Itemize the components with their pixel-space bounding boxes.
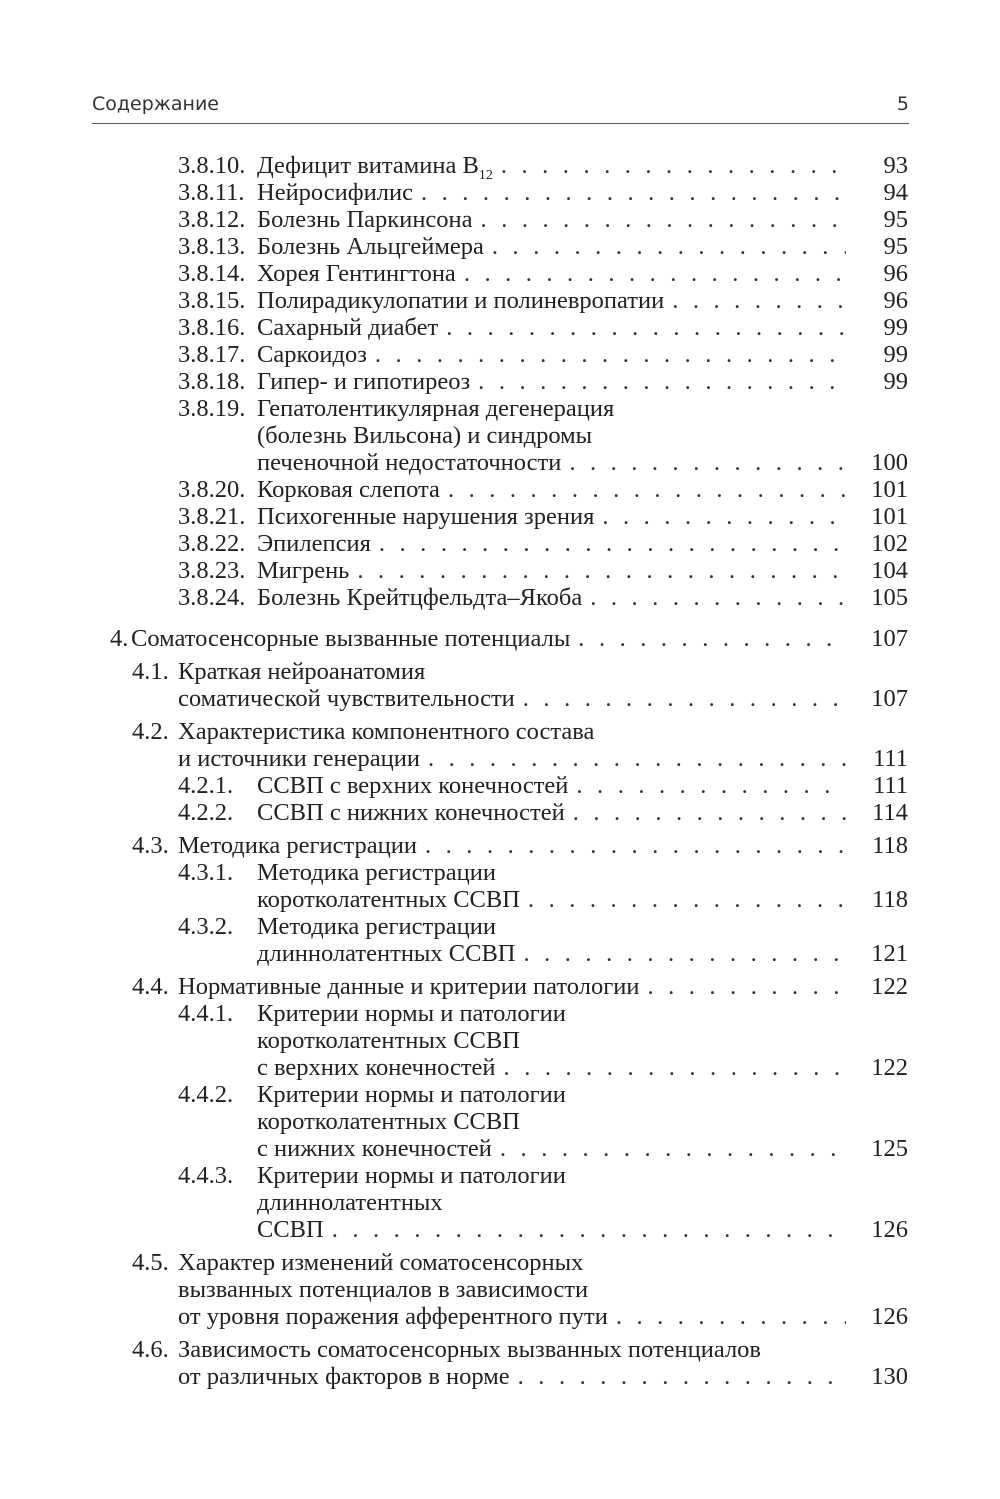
toc-entry-3-8-17[interactable]: [0, 341, 1000, 368]
dot-leader: [602, 503, 846, 530]
toc-entry-number: 3.8.24.: [178, 584, 246, 611]
toc-entry-page: 121: [871, 940, 908, 967]
toc-entry-title: ССВП с верхних конечностей: [257, 772, 569, 799]
toc-entry-title-line: соматической чувствительности: [178, 685, 515, 712]
toc-entry-title-line: Характеристика компонентного состава: [178, 718, 595, 745]
running-header: [92, 91, 909, 124]
dot-leader: [528, 886, 846, 913]
dot-leader: [672, 287, 846, 314]
toc-entry-number: 4.: [110, 625, 129, 652]
dot-leader: [569, 449, 846, 476]
toc-entry-title-line: Методика регистрации: [257, 859, 496, 886]
toc-entry-title: Хорея Гентингтона: [257, 260, 456, 287]
toc-entry-title-line: длиннолатентных ССВП: [257, 940, 516, 967]
toc-entry-page: 101: [871, 476, 908, 503]
toc-entry-number: 4.4.2.: [178, 1081, 234, 1108]
toc-entry-title-line: от различных факторов в норме: [178, 1363, 510, 1390]
toc-entry-title-line: коротколатентных ССВП: [257, 1108, 520, 1135]
toc-entry-page: 96: [883, 260, 908, 287]
dot-leader: [464, 260, 846, 287]
toc-entry-page: 107: [871, 625, 908, 652]
dot-leader: [357, 557, 846, 584]
toc-entry-number: 3.8.13.: [178, 233, 246, 260]
toc-entry-3-8-21[interactable]: [0, 503, 1000, 530]
toc-entry-page: 95: [883, 206, 908, 233]
toc-entry-page: 107: [871, 685, 908, 712]
toc-entry-4-3[interactable]: [0, 832, 1000, 859]
toc-entry-page: 126: [871, 1303, 908, 1330]
toc-entry-4-2-1[interactable]: [0, 772, 1000, 799]
toc-entry-page: 93: [883, 152, 908, 179]
toc-entry-title: Нормативные данные и критерии патологии: [178, 973, 640, 1000]
toc-entry-number: 3.8.16.: [178, 314, 246, 341]
subscript: 12: [478, 168, 493, 183]
toc-entry-title-line: Критерии нормы и патологии: [257, 1000, 566, 1027]
toc-entry-title-line: печеночной недостаточности: [257, 449, 562, 476]
toc-entry-number: 3.8.19.: [178, 395, 246, 422]
dot-leader: [500, 1135, 846, 1162]
toc-entry-3-8-22[interactable]: [0, 530, 1000, 557]
toc-entry-page: 105: [871, 584, 908, 611]
toc-entry-number: 4.6.: [132, 1336, 169, 1363]
dot-leader: [647, 973, 846, 1000]
toc-entry-title-line: Характер изменений соматосенсорных: [178, 1249, 584, 1276]
toc-entry-page: 99: [883, 314, 908, 341]
toc-entry-4-5[interactable]: [0, 1249, 1000, 1330]
toc-entry-number: 3.8.10.: [178, 152, 246, 179]
toc-entry-title-line: коротколатентных ССВП: [257, 886, 520, 913]
toc-entry-title: Полирадикулопатии и полиневропатии: [257, 287, 665, 314]
toc-entry-title: Болезнь Крейтцфельдта–Якоба: [257, 584, 583, 611]
toc-entry-number: 4.2.: [132, 718, 169, 745]
toc-entry-title: Болезнь Паркинсона: [257, 206, 473, 233]
dot-leader: [523, 940, 846, 967]
toc-entry-title-line: и источники генерации: [178, 745, 420, 772]
toc-entry-title-line: с нижних конечностей: [257, 1135, 492, 1162]
toc-entry-4-2-2[interactable]: [0, 799, 1000, 826]
toc-entry-page: 122: [871, 1054, 908, 1081]
toc-entry-page: 126: [871, 1216, 908, 1243]
toc-entry-title-line: длиннолатентных: [257, 1189, 443, 1216]
dot-leader: [523, 685, 846, 712]
toc-entry-number: 4.3.1.: [178, 859, 234, 886]
toc-entry-title-line: вызванных потенциалов в зависимости: [178, 1276, 589, 1303]
toc-entry-page: 111: [873, 772, 908, 799]
dot-leader: [504, 1054, 846, 1081]
toc-entry-title: Корковая слепота: [257, 476, 440, 503]
dot-leader: [448, 476, 846, 503]
toc-entry-4-4-1[interactable]: [0, 1000, 1000, 1081]
dot-leader: [428, 745, 846, 772]
toc-entry-page: 130: [871, 1363, 908, 1390]
toc-entry-number: 3.8.14.: [178, 260, 246, 287]
toc-entry-title: Гипер- и гипотиреоз: [257, 368, 471, 395]
dot-leader: [578, 625, 846, 652]
toc-entry-4-4-2[interactable]: [0, 1081, 1000, 1162]
toc-entry-title: Соматосенсорные вызванные потенциалы: [131, 625, 571, 652]
toc-entry-3-8-23[interactable]: [0, 557, 1000, 584]
toc-entry-3-8-19[interactable]: [0, 395, 1000, 476]
toc-entry-title-line: Гепатолентикулярная дегенерация: [257, 395, 615, 422]
toc-entry-page: 111: [873, 745, 908, 772]
toc-entry-number: 4.3.2.: [178, 913, 234, 940]
dot-leader: [492, 233, 846, 260]
toc-entry-3-8-15[interactable]: [0, 287, 1000, 314]
toc-entry-title-line: ССВП: [257, 1216, 324, 1243]
toc-entry-3-8-24[interactable]: [0, 584, 1000, 611]
toc-entry-4-2[interactable]: [0, 718, 1000, 772]
dot-leader: [616, 1303, 846, 1330]
toc-entry-title: Болезнь Альцгеймера: [257, 233, 484, 260]
toc-entry-title: Методика регистрации: [178, 832, 417, 859]
toc-entry-page: 114: [872, 799, 908, 826]
toc-entry-title: Сахарный диабет: [257, 314, 439, 341]
toc-entry-4-4[interactable]: [0, 973, 1000, 1000]
toc-entry-title-line: Зависимость соматосенсорных вызванных потенциалов: [178, 1336, 761, 1363]
toc-entry-title: Нейросифилис: [257, 179, 413, 206]
toc-entry-3-8-14[interactable]: [0, 260, 1000, 287]
toc-entry-page: 102: [871, 530, 908, 557]
toc-entry-4-3-1[interactable]: [0, 859, 1000, 913]
page-number: 5: [896, 93, 909, 115]
toc-entry-page: 122: [871, 973, 908, 1000]
dot-leader: [421, 179, 846, 206]
toc-entry-title: ССВП с нижних конечностей: [257, 799, 565, 826]
toc-entry-page: 99: [883, 368, 908, 395]
toc-entry-title-line: (болезнь Вильсона) и синдромы: [257, 422, 593, 449]
dot-leader: [576, 772, 846, 799]
toc-entry-number: 3.8.22.: [178, 530, 246, 557]
toc-entry-title: Психогенные нарушения зрения: [257, 503, 595, 530]
dot-leader: [375, 341, 846, 368]
toc-entry-page: 95: [883, 233, 908, 260]
toc-entry-4-4-3[interactable]: [0, 1162, 1000, 1243]
toc-entry-3-8-11[interactable]: [0, 179, 1000, 206]
toc-entry-page: 99: [883, 341, 908, 368]
toc-entry-3-8-20[interactable]: [0, 476, 1000, 503]
toc-entry-page: 118: [872, 832, 908, 859]
toc-entry-page: 96: [883, 287, 908, 314]
dot-leader: [573, 799, 846, 826]
toc-entry-number: 4.4.1.: [178, 1000, 234, 1027]
toc-entry-number: 4.2.2.: [178, 799, 234, 826]
dot-leader: [590, 584, 846, 611]
toc-entry-number: 3.8.21.: [178, 503, 246, 530]
toc-entry-number: 4.4.: [132, 973, 169, 1000]
dot-leader: [481, 206, 846, 233]
toc-entry-title-line: Критерии нормы и патологии: [257, 1162, 566, 1189]
toc-entry-number: 4.1.: [132, 658, 169, 685]
table-of-contents: [0, 152, 1000, 1390]
toc-entry-4[interactable]: [0, 625, 1000, 652]
toc-entry-page: 125: [871, 1135, 908, 1162]
toc-entry-3-8-13[interactable]: [0, 233, 1000, 260]
toc-entry-page: 104: [871, 557, 908, 584]
dot-leader: [518, 1363, 846, 1390]
dot-leader: [501, 152, 846, 179]
toc-entry-number: 4.4.3.: [178, 1162, 234, 1189]
toc-entry-title-line: от уровня поражения афферентного пути: [178, 1303, 608, 1330]
toc-entry-title: Мигрень: [257, 557, 350, 584]
toc-entry-page: 94: [883, 179, 908, 206]
dot-leader: [332, 1216, 846, 1243]
toc-entry-3-8-16[interactable]: [0, 314, 1000, 341]
toc-entry-3-8-10[interactable]: [0, 152, 1000, 183]
toc-entry-title: Саркоидоз: [257, 341, 367, 368]
dot-leader: [425, 832, 846, 859]
toc-entry-page: 118: [872, 886, 908, 913]
toc-entry-number: 4.2.1.: [178, 772, 234, 799]
running-header-title: Содержание: [92, 93, 219, 115]
dot-leader: [478, 368, 846, 395]
dot-leader: [379, 530, 846, 557]
toc-entry-title-line: Методика регистрации: [257, 913, 496, 940]
toc-entry-title-line: Критерии нормы и патологии: [257, 1081, 566, 1108]
toc-entry-number: 4.3.: [132, 832, 169, 859]
toc-entry-title: Дефицит витамина $В_{12}$: [257, 152, 493, 183]
toc-entry-title-line: Краткая нейроанатомия: [178, 658, 426, 685]
toc-entry-number: 3.8.18.: [178, 368, 246, 395]
toc-entry-number: 3.8.20.: [178, 476, 246, 503]
toc-entry-number: 3.8.23.: [178, 557, 246, 584]
dot-leader: [446, 314, 846, 341]
toc-entry-3-8-12[interactable]: [0, 206, 1000, 233]
toc-entry-title-line: коротколатентных ССВП: [257, 1027, 520, 1054]
toc-entry-4-3-2[interactable]: [0, 913, 1000, 967]
toc-entry-title-line: с верхних конечностей: [257, 1054, 496, 1081]
toc-entry-3-8-18[interactable]: [0, 368, 1000, 395]
toc-entry-title: Эпилепсия: [257, 530, 371, 557]
toc-entry-number: 3.8.17.: [178, 341, 246, 368]
toc-entry-page: 101: [871, 503, 908, 530]
toc-entry-page: 100: [871, 449, 908, 476]
toc-entry-number: 3.8.11.: [178, 179, 245, 206]
toc-entry-4-6[interactable]: [0, 1336, 1000, 1390]
toc-entry-number: 3.8.12.: [178, 206, 246, 233]
toc-entry-4-1[interactable]: [0, 658, 1000, 712]
toc-entry-number: 3.8.15.: [178, 287, 246, 314]
toc-entry-number: 4.5.: [132, 1249, 169, 1276]
